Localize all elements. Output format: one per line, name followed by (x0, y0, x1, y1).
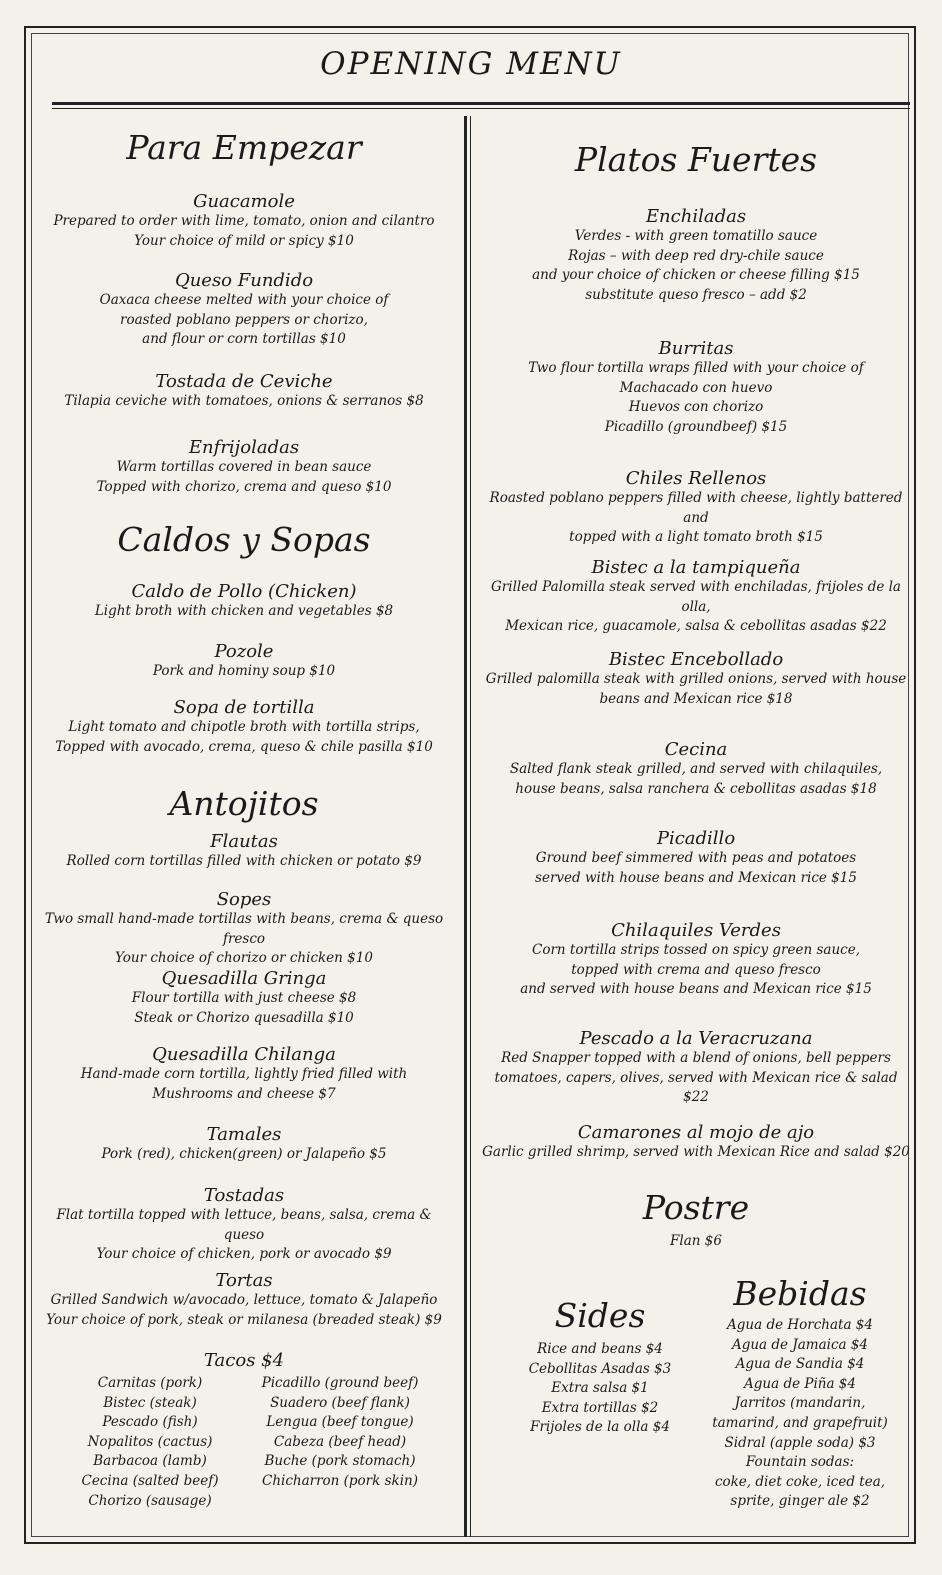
list-item: Agua de Sandia $4 (735, 1356, 865, 1373)
section-heading-caldos-y-sopas: Caldos y Sopas (117, 520, 371, 559)
menu-item-quesadilla-chilanga (40, 1044, 448, 1104)
menu-item-tamales (40, 1124, 448, 1165)
list-item: Sidral (apple soda) $3 (724, 1434, 876, 1451)
item-desc: Flan $6 (670, 1233, 722, 1249)
list-item: Cabeza (beef head) (273, 1433, 407, 1450)
item-desc: roasted poblano peppers or chorizo, (120, 311, 368, 328)
list-item: Extra salsa $1 (551, 1380, 649, 1397)
list-item: Buche (pork stomach) (264, 1453, 416, 1470)
menu-item-flan (480, 1232, 912, 1252)
item-desc: Flour tortilla with just cheese $8 (131, 990, 357, 1006)
menu-item-guacamole (40, 191, 448, 251)
item-desc: Two flour tortilla wraps filled with your choice of (528, 360, 864, 376)
item-name: Cecina (664, 739, 728, 760)
menu-item-queso-fundido (40, 270, 448, 350)
menu-item-flautas (40, 831, 448, 872)
section-heading-para-empezar: Para Empezar (126, 128, 362, 167)
column-divider-thin (470, 116, 471, 1537)
menu-item-bistec-encebollado (480, 649, 912, 709)
right-column (480, 0, 912, 1575)
menu-item-bistec-a-la-tampiquena (480, 557, 912, 637)
item-desc: Light tomato and chipotle broth with tortilla strips, (68, 719, 420, 735)
item-desc: Grilled Palomilla steak served with enchiladas, frijoles de la olla, (491, 579, 901, 615)
list-item: Pescado (fish) (102, 1414, 198, 1431)
menu-item-picadillo (480, 828, 912, 888)
menu-item-tostadas (40, 1185, 448, 1265)
list-item: coke, diet coke, iced tea, (714, 1473, 886, 1490)
item-name: Sopes (216, 889, 272, 910)
item-desc: Mexican rice, guacamole, salsa & cebollitas asadas $22 (505, 618, 887, 634)
bebidas-list (700, 1316, 900, 1512)
item-name: Enchiladas (645, 206, 747, 227)
section-heading-bebidas: Bebidas (733, 1274, 867, 1313)
menu-item-tostada-de-ceviche (40, 371, 448, 412)
tacos-list-2 (240, 1374, 440, 1492)
item-name: Tacos $4 (203, 1350, 285, 1371)
item-name: Tostadas (203, 1185, 285, 1206)
item-name: Tamales (206, 1124, 282, 1145)
item-desc: Grilled Sandwich w/avocado, lettuce, tomato & Jalapeño (50, 1292, 438, 1308)
item-name: Tostada de Ceviche (155, 371, 333, 392)
menu-item-caldo-de-pollo (40, 581, 448, 622)
item-name: Guacamole (193, 191, 295, 212)
item-name: Flautas (210, 831, 278, 852)
item-desc: Rojas – with deep red dry-chile sauce (568, 247, 824, 264)
item-desc: Prepared to order with lime, tomato, onion and cilantro (53, 213, 435, 229)
item-desc: Verdes - with green tomatillo sauce (574, 228, 818, 244)
item-desc: Tilapia ceviche with tomatoes, onions & serranos $8 (64, 393, 424, 409)
section-heading-postre: Postre (642, 1188, 750, 1227)
item-desc: Red Snapper topped with a blend of onions, bell peppers (501, 1050, 891, 1066)
list-item: Bistec (steak) (103, 1394, 197, 1411)
item-desc: Your choice of pork, steak or milanesa (breaded steak) $9 (46, 1311, 442, 1328)
list-item: Picadillo (ground beef) (261, 1375, 419, 1391)
item-name: Queso Fundido (174, 270, 314, 291)
left-column (40, 0, 448, 1575)
item-desc: Picadillo (groundbeef) $15 (604, 418, 788, 435)
item-desc: and your choice of chicken or cheese filling $15 (532, 267, 860, 283)
item-desc: Your choice of chicken, pork or avocado $9 (96, 1246, 392, 1262)
item-name: Bistec Encebollado (608, 649, 784, 670)
menu-item-sopa-de-tortilla (40, 697, 448, 757)
item-desc: beans and Mexican rice $18 (599, 690, 793, 707)
item-desc: Huevos con chorizo (628, 399, 764, 415)
item-desc: Ground beef simmered with peas and potatoes (535, 850, 857, 866)
item-desc: Garlic grilled shrimp, served with Mexican Rice and salad $20 (482, 1144, 910, 1160)
list-item: Agua de Piña $4 (744, 1375, 856, 1392)
item-desc: Roasted poblano peppers filled with cheese, lightly battered and (489, 490, 903, 526)
item-name: Quesadilla Chilanga (152, 1044, 336, 1065)
item-desc: house beans, salsa ranchera & cebollitas asadas $18 (515, 780, 877, 797)
item-desc: and flour or corn tortillas $10 (142, 331, 346, 347)
list-item: Fountain sodas: (745, 1454, 855, 1471)
item-name: Bistec a la tampiqueña (591, 557, 801, 578)
item-name: Quesadilla Gringa (161, 968, 327, 989)
menu-item-tacos (40, 1350, 448, 1371)
menu-item-tortas (40, 1270, 448, 1330)
item-desc: topped with a light tomato broth $15 (569, 529, 823, 545)
item-name: Burritas (658, 338, 734, 359)
item-name: Tortas (215, 1270, 273, 1291)
menu-item-pozole (40, 641, 448, 682)
menu-item-enfrijoladas (40, 437, 448, 497)
menu-item-enchiladas (480, 206, 912, 305)
item-name: Enfrijoladas (188, 437, 300, 458)
item-name: Chiles Rellenos (625, 468, 767, 489)
item-desc: Rolled corn tortillas filled with chicken or potato $9 (66, 853, 422, 869)
section-heading-sides: Sides (554, 1296, 646, 1335)
item-desc: Grilled palomilla steak with grilled onions, served with house (485, 671, 907, 687)
menu-title: OPENING MENU (320, 46, 622, 82)
item-desc: topped with crema and queso fresco (571, 961, 821, 978)
list-item: Lengua (beef tongue) (266, 1414, 414, 1431)
list-item: Barbacoa (lamb) (93, 1453, 207, 1470)
item-desc: Hand-made corn tortilla, lightly fried filled with (80, 1066, 408, 1082)
list-item: Chicharron (pork skin) (261, 1472, 418, 1489)
item-name: Chilaquiles Verdes (611, 920, 781, 941)
item-desc: Mushrooms and cheese $7 (152, 1085, 336, 1102)
menu-item-burritas (480, 338, 912, 437)
item-desc: Pork and hominy soup $10 (152, 663, 336, 679)
item-desc: Two small hand-made tortillas with beans, crema & queso fresco (44, 911, 444, 947)
item-desc: Flat tortilla topped with lettuce, beans, salsa, crema & queso (56, 1207, 432, 1243)
item-desc: served with house beans and Mexican rice $15 (535, 869, 857, 886)
menu-item-pescado-a-la-veracruzana (480, 1028, 912, 1108)
list-item: sprite, ginger ale $2 (730, 1493, 870, 1510)
list-item: Carnitas (pork) (97, 1375, 203, 1391)
item-name: Caldo de Pollo (Chicken) (131, 581, 357, 602)
sides-list (490, 1340, 710, 1438)
menu-item-sopes (40, 889, 448, 969)
list-item: Frijoles de la olla $4 (530, 1419, 670, 1436)
list-item: Agua de Horchata $4 (727, 1317, 873, 1333)
list-item: tamarind, and grapefruit) (712, 1414, 888, 1431)
tacos-list-1 (60, 1374, 240, 1511)
item-name: Pozole (214, 641, 274, 662)
item-desc: Topped with chorizo, crema and queso $10 (96, 478, 392, 495)
list-item: Rice and beans $4 (537, 1341, 663, 1357)
menu-item-chiles-rellenos (480, 468, 912, 548)
item-desc: Machacado con huevo (619, 379, 773, 396)
item-desc: Pork (red), chicken(green) or Jalapeño $5 (101, 1146, 387, 1162)
section-heading-antojitos: Antojitos (169, 784, 319, 823)
item-desc: Corn tortilla strips tossed on spicy green sauce, (532, 942, 860, 958)
item-desc: Your choice of chorizo or chicken $10 (115, 950, 373, 966)
item-desc: Steak or Chorizo quesadilla $10 (134, 1009, 354, 1026)
list-item: Suadero (beef flank) (270, 1394, 410, 1411)
section-heading-platos-fuertes: Platos Fuertes (574, 140, 818, 179)
list-item: Chorizo (sausage) (88, 1492, 212, 1509)
item-name: Pescado a la Veracruzana (579, 1028, 813, 1049)
menu-item-cecina (480, 739, 912, 799)
item-desc: Salted flank steak grilled, and served with chilaquiles, (509, 761, 883, 777)
menu-item-quesadilla-gringa (40, 968, 448, 1028)
list-item: Extra tortillas $2 (541, 1399, 659, 1416)
list-item: Cebollitas Asadas $3 (528, 1360, 672, 1377)
menu-item-camarones-al-mojo-de-ajo (480, 1122, 912, 1163)
menu-item-chilaquiles-verdes (480, 920, 912, 1000)
item-desc: and served with house beans and Mexican rice $15 (520, 981, 872, 997)
item-desc: tomatoes, capers, olives, served with Mexican rice & salad $22 (494, 1069, 898, 1105)
item-name: Sopa de tortilla (173, 697, 315, 718)
item-name: Picadillo (656, 828, 736, 849)
item-desc: Topped with avocado, crema, queso & chile pasilla $10 (55, 738, 433, 755)
list-item: Nopalitos (cactus) (87, 1433, 213, 1450)
item-desc: substitute queso fresco – add $2 (585, 286, 807, 303)
column-divider-thick (464, 116, 467, 1537)
item-desc: Oaxaca cheese melted with your choice of (99, 292, 389, 308)
list-item: Jarritos (mandarin, (734, 1395, 866, 1412)
item-desc: Warm tortillas covered in bean sauce (116, 459, 372, 475)
list-item: Agua de Jamaica $4 (731, 1336, 869, 1353)
item-desc: Light broth with chicken and vegetables $8 (94, 603, 394, 619)
item-name: Camarones al mojo de ajo (577, 1122, 815, 1143)
item-desc: Your choice of mild or spicy $10 (134, 232, 354, 249)
list-item: Cecina (salted beef) (81, 1472, 219, 1489)
